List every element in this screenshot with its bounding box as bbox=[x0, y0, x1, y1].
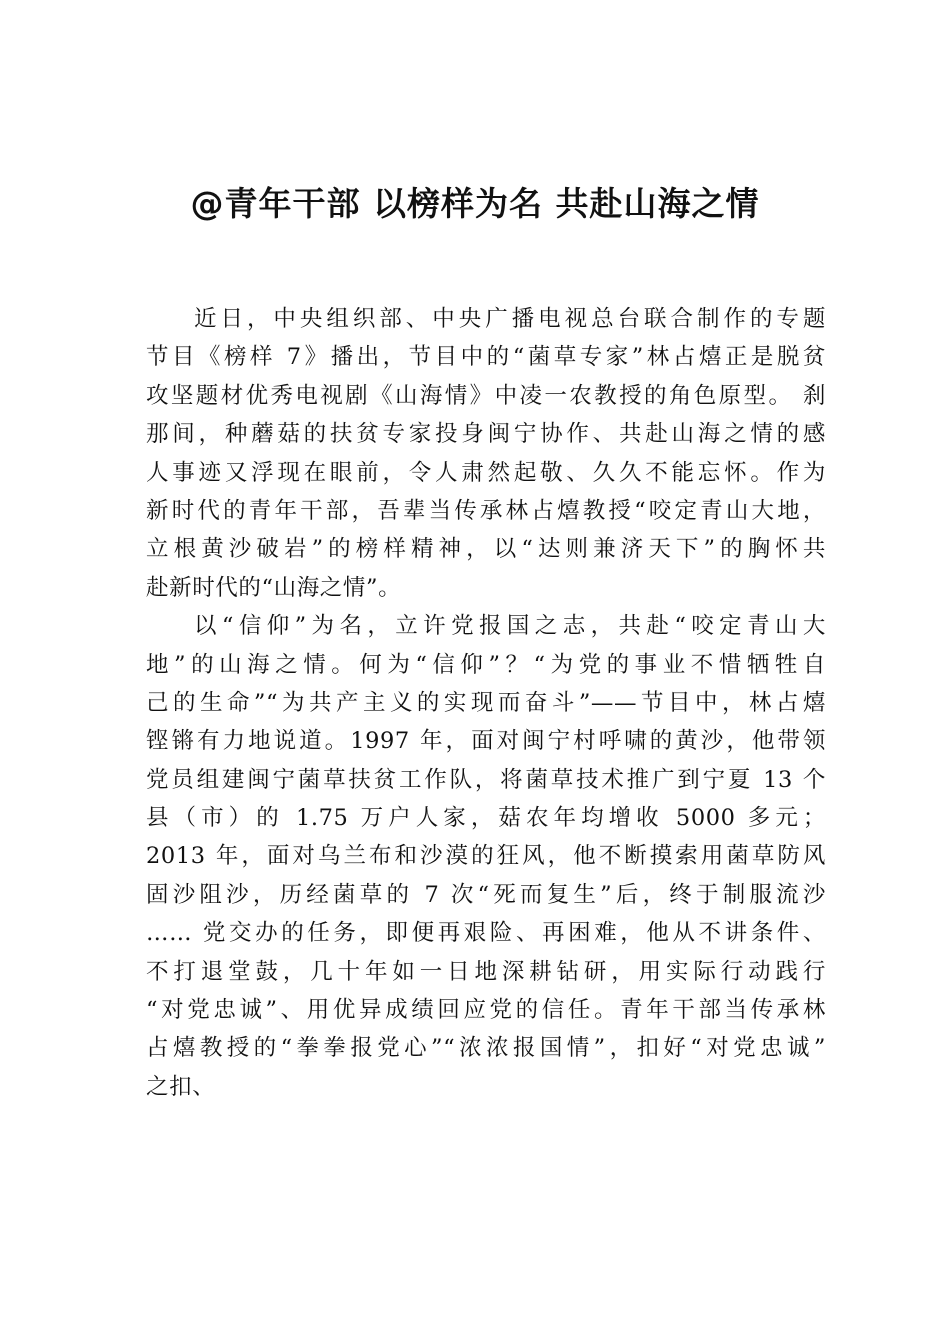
text-line: 立根黄沙破岩”的榜样精神，以“达则兼济天下”的胸怀共 bbox=[146, 536, 826, 563]
text-line: 地”的山海之情。何为“信仰”？“为党的事业不惜牺牲自 bbox=[146, 651, 826, 678]
text-line: 固沙阻沙，历经菌草的 7 次“死而复生”后，终于制服流沙 bbox=[146, 881, 826, 908]
text-line: 县（市）的 1.75 万户人家，菇农年均增收 5000 多元； bbox=[146, 805, 826, 832]
text-line: “对党忠诚”、用优异成绩回应党的信任。青年干部当传承林 bbox=[146, 997, 826, 1024]
text-line: 近日，中央组织部、中央广播电视总台联合制作的专题 bbox=[194, 306, 826, 332]
text-line: 赴新时代的“山海之情”。 bbox=[146, 574, 402, 601]
text-line: 己的生命”“为共产主义的实现而奋斗”——节目中，林占熺 bbox=[146, 689, 826, 716]
text-line: 新时代的青年干部，吾辈当传承林占熺教授“咬定青山大地， bbox=[146, 497, 826, 524]
paragraph-1 bbox=[146, 300, 826, 607]
text-line: 2013 年，面对乌兰布和沙漠的狂风，他不断摸索用菌草防风 bbox=[146, 843, 826, 870]
text-line: 占熺教授的“拳拳报党心”“浓浓报国情”，扣好“对党忠诚” bbox=[146, 1035, 826, 1062]
article-body bbox=[146, 300, 826, 1106]
text-line: 之扣、 bbox=[146, 1073, 216, 1100]
text-line: 节目《榜样 7》播出，节目中的“菌草专家”林占熺正是脱贫 bbox=[146, 344, 826, 371]
text-line: 人事迹又浮现在眼前，令人肃然起敬、久久不能忘怀。作为 bbox=[146, 459, 826, 486]
text-line: 党员组建闽宁菌草扶贫工作队，将菌草技术推广到宁夏 13 个 bbox=[146, 766, 826, 793]
page-title: @青年干部 以榜样为名 共赴山海之情 bbox=[190, 184, 760, 223]
text-line: 攻坚题材优秀电视剧《山海情》中凌一农教授的角色原型。 刹 bbox=[146, 382, 826, 409]
text-line: 不打退堂鼓，几十年如一日地深耕钻研，用实际行动践行 bbox=[146, 958, 826, 985]
text-line: 铿锵有力地说道。1997 年，面对闽宁村呼啸的黄沙，他带领 bbox=[146, 728, 826, 755]
text-line: …… 党交办的任务，即便再艰险、再困难，他从不讲条件、 bbox=[146, 920, 826, 947]
paragraph-2 bbox=[146, 607, 826, 1106]
text-line: 那间，种蘑菇的扶贫专家投身闽宁协作、共赴山海之情的感 bbox=[146, 421, 826, 448]
text-line: 以“信仰”为名，立许党报国之志，共赴“咬定青山大 bbox=[194, 613, 826, 640]
